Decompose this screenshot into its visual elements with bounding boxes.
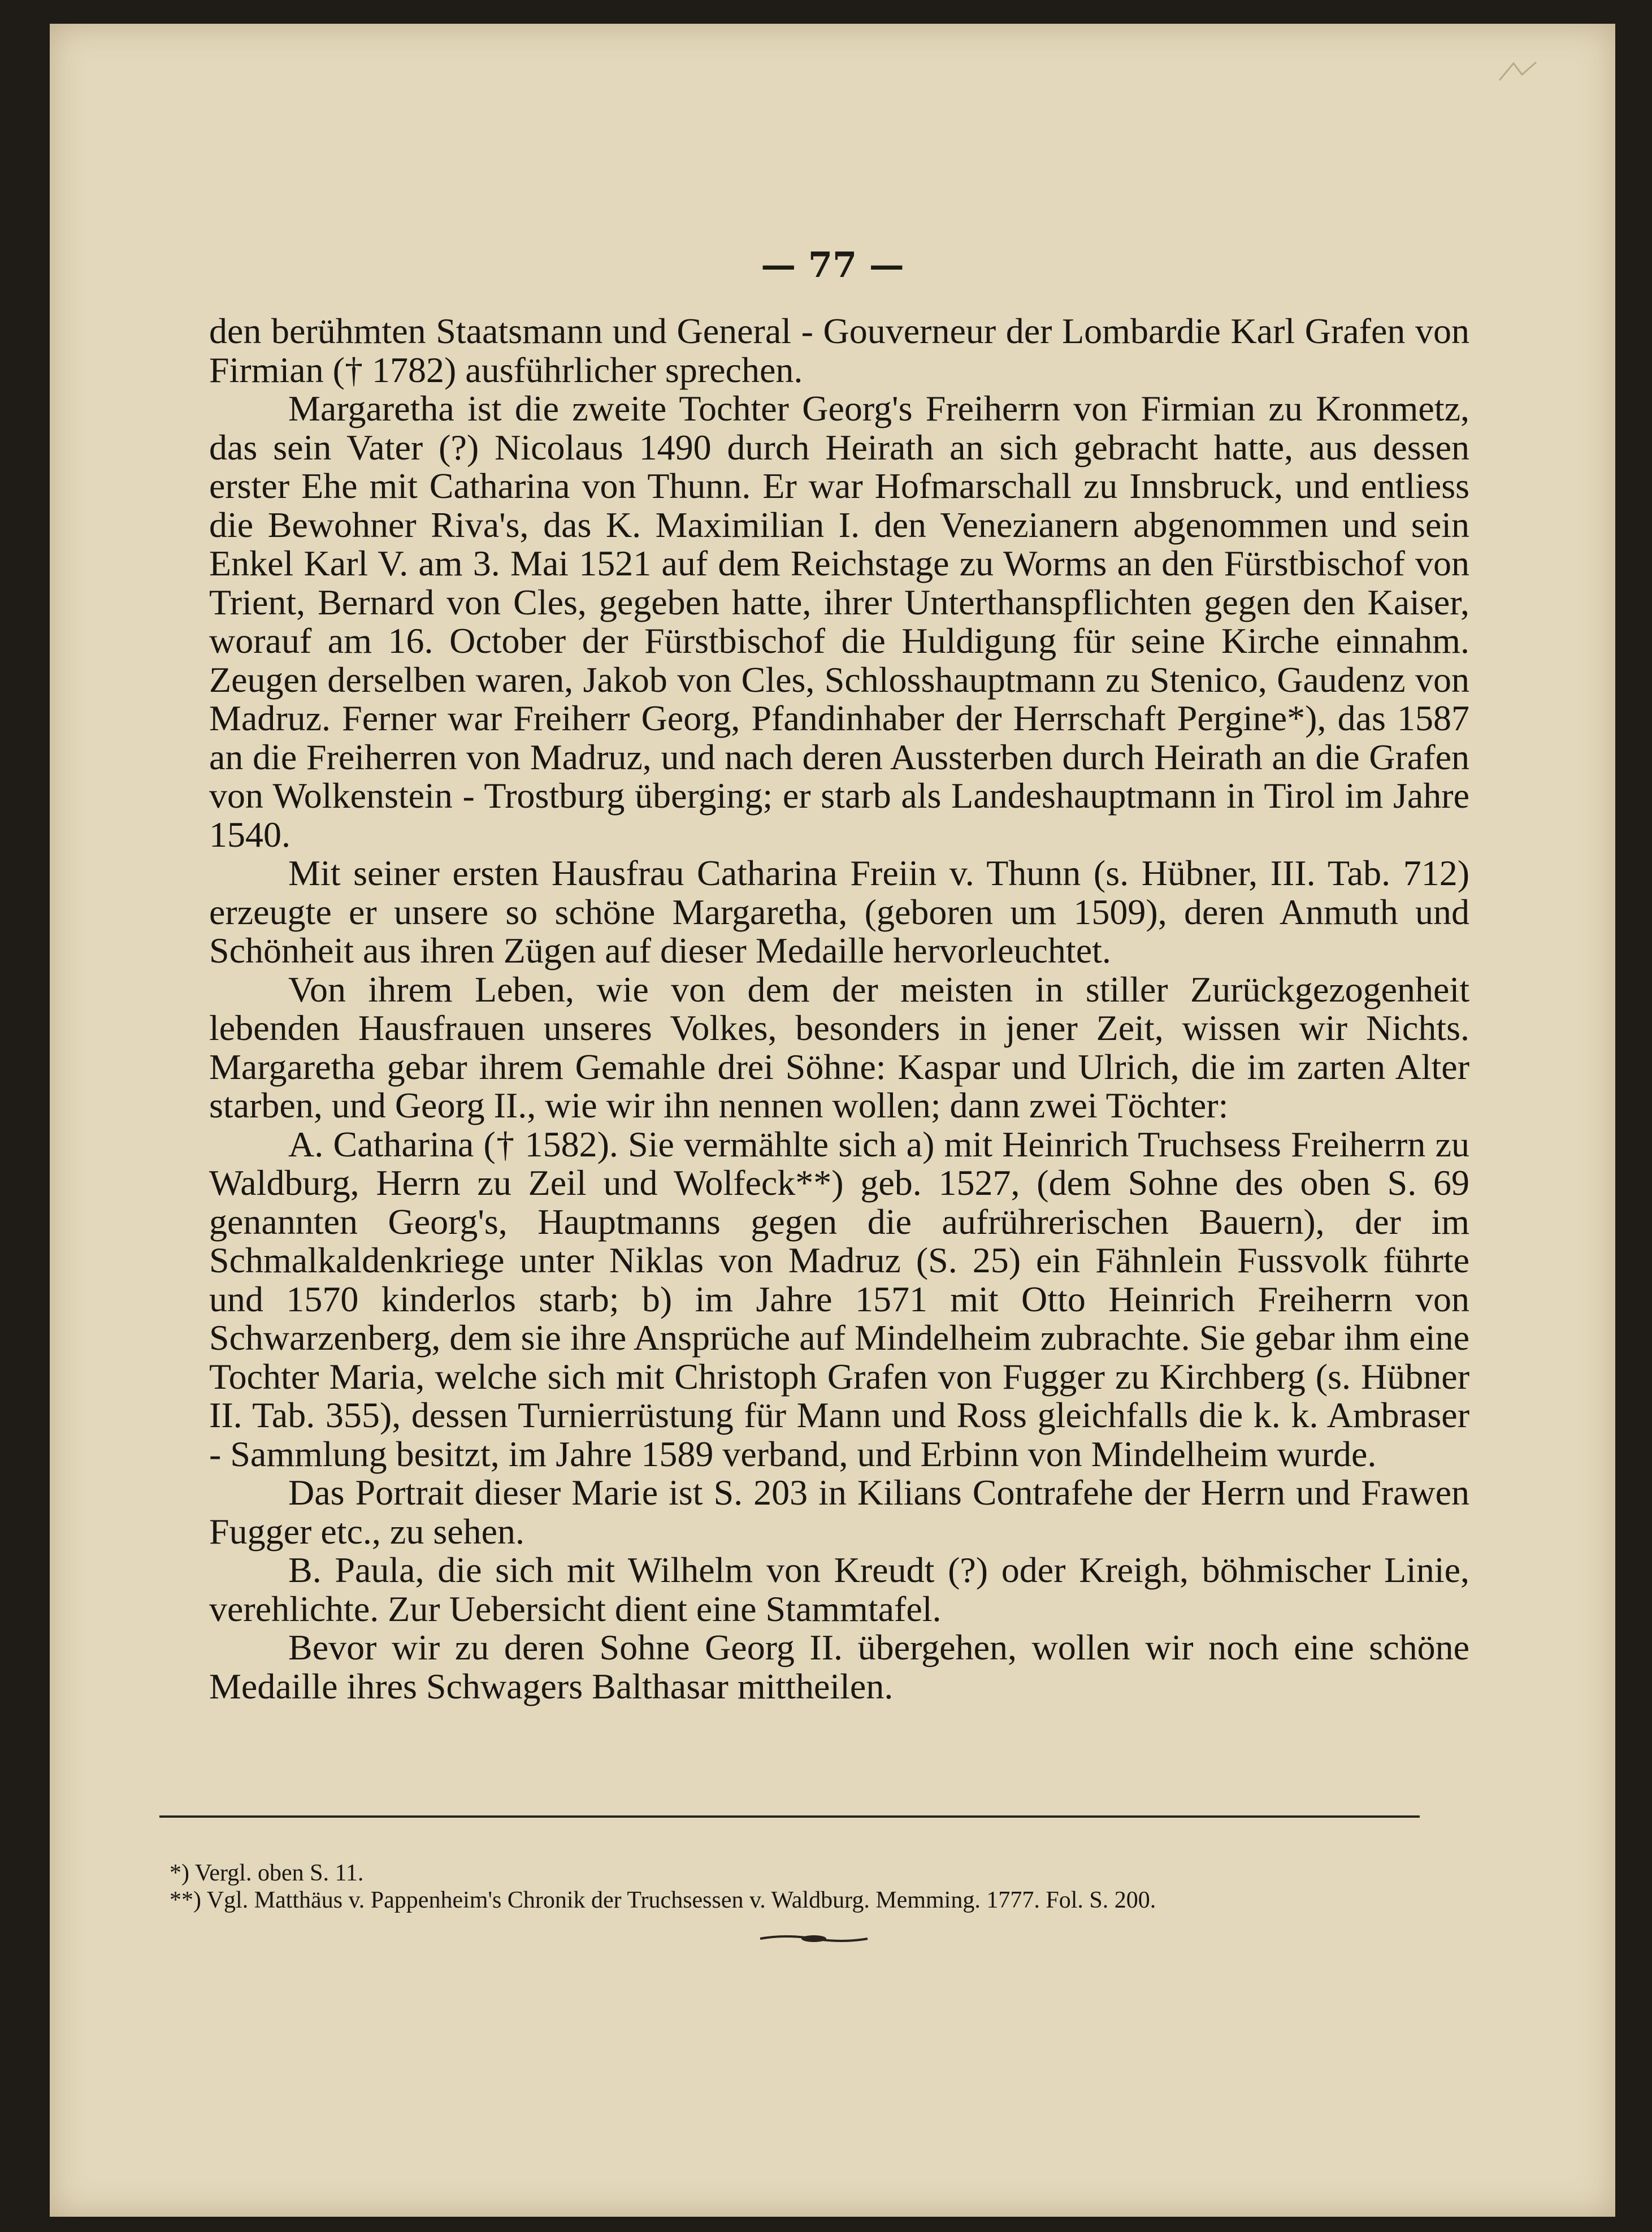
- body-text: [209, 312, 1469, 1706]
- paragraph-1: den berühmten Staatsmann und General - Gouverneur der Lombardie Karl Grafen von Firmian († 1782) ausführlicher sprechen.: [209, 311, 1469, 390]
- paragraph-6: Das Portrait dieser Marie ist S. 203 in Kilians Contrafehe der Herrn und Frawen Fugger etc., zu sehen.: [209, 1472, 1469, 1551]
- paragraph-5: A. Catharina († 1582). Sie vermählte sich a) mit Heinrich Truchsess Freiherrn zu Waldburg, Herrn zu Zeil und Wolfeck**) geb. 1527, (dem Sohne des oben S. 69 genannten Georg's, Hauptmanns gegen die aufrührerischen Bauern), der im Schmalkaldenkriege unter Niklas von Madruz (S. 25) ein Fähnlein Fussvolk führte und 1570 kinderlos starb; b) im Jahre 1571 mit Otto Heinrich Freiherrn von Schwarzenberg, dem sie ihre Ansprüche auf Mindelheim zubrachte. Sie gebar ihm eine Tochter Maria, welche sich mit Christoph Grafen von Fugger zu Kirchberg (s. Hübner II. Tab. 355), dessen Turnierrüstung für Mann und Ross gleichfalls die k. k. Ambraser - Sammlung besitzt, im Jahre 1589 verband, und Erbinn von Mindelheim wurde.: [209, 1124, 1469, 1474]
- footnote-divider: [159, 1815, 1420, 1818]
- end-ornament-icon: [757, 1933, 870, 1944]
- page-number: — 77 —: [761, 244, 904, 285]
- paragraph-7: B. Paula, die sich mit Wilhelm von Kreudt (?) oder Kreigh, böhmischer Linie, verehlichte. Zur Uebersicht dient eine Stammtafel.: [209, 1550, 1469, 1629]
- paragraph-4: Von ihrem Leben, wie von dem der meisten in stiller Zurückgezogenheit lebenden Hausfrauen unseres Volkes, besonders in jener Zeit, wissen wir Nichts. Margaretha gebar ihrem Gemahle drei Söhne: Kaspar und Ulrich, die im zarten Alter starben, und Georg II., wie wir ihn nennen wollen; dann zwei Töchter:: [209, 969, 1469, 1125]
- paragraph-8: Bevor wir zu deren Sohne Georg II. übergehen, wollen wir noch eine schöne Medaille ihres Schwagers Balthasar mittheilen.: [209, 1627, 1469, 1706]
- footnote-2: **) Vgl. Matthäus v. Pappenheim's Chronik der Truchsessen v. Waldburg. Memming. 1777. Fol. S. 200.: [170, 1887, 1156, 1913]
- paragraph-2: Margaretha ist die zweite Tochter Georg's Freiherrn von Firmian zu Kronmetz, das sein Vater (?) Nicolaus 1490 durch Heirath an sich gebracht hatte, aus dessen erster Ehe mit Catharina von Thunn. Er war Hofmarschall zu Innsbruck, und entliess die Bewohner Riva's, das K. Maximilian I. den Venezianern abgenommen und sein Enkel Karl V. am 3. Mai 1521 auf dem Reichstage zu Worms an den Fürstbischof von Trient, Bernard von Cles, gegeben hatte, ihrer Unterthanspflichten gegen den Kaiser, worauf am 16. October der Fürstbischof die Huldigung für seine Kirche einnahm. Zeugen derselben waren, Jakob von Cles, Schlosshauptmann zu Stenico, Gaudenz von Madruz. Ferner war Freiherr Georg, Pfandinhaber der Herrschaft Pergine*), das 1587 an die Freiherren von Madruz, und nach deren Aussterben durch Heirath an die Grafen von Wolkenstein - Trostburg überging; er starb als Landeshauptmann in Tirol im Jahre 1540.: [209, 388, 1469, 855]
- footnote-1: *) Vergl. oben S. 11.: [170, 1860, 364, 1886]
- footnotes: [170, 1860, 1436, 1914]
- paragraph-3: Mit seiner ersten Hausfrau Catharina Freiin v. Thunn (s. Hübner, III. Tab. 712) erzeugte er unsere so schöne Margaretha, (geboren um 1509), deren Anmuth und Schönheit aus ihren Zügen auf dieser Medaille hervorleuchtet.: [209, 853, 1469, 970]
- page-corner-mark-icon: [1497, 58, 1542, 86]
